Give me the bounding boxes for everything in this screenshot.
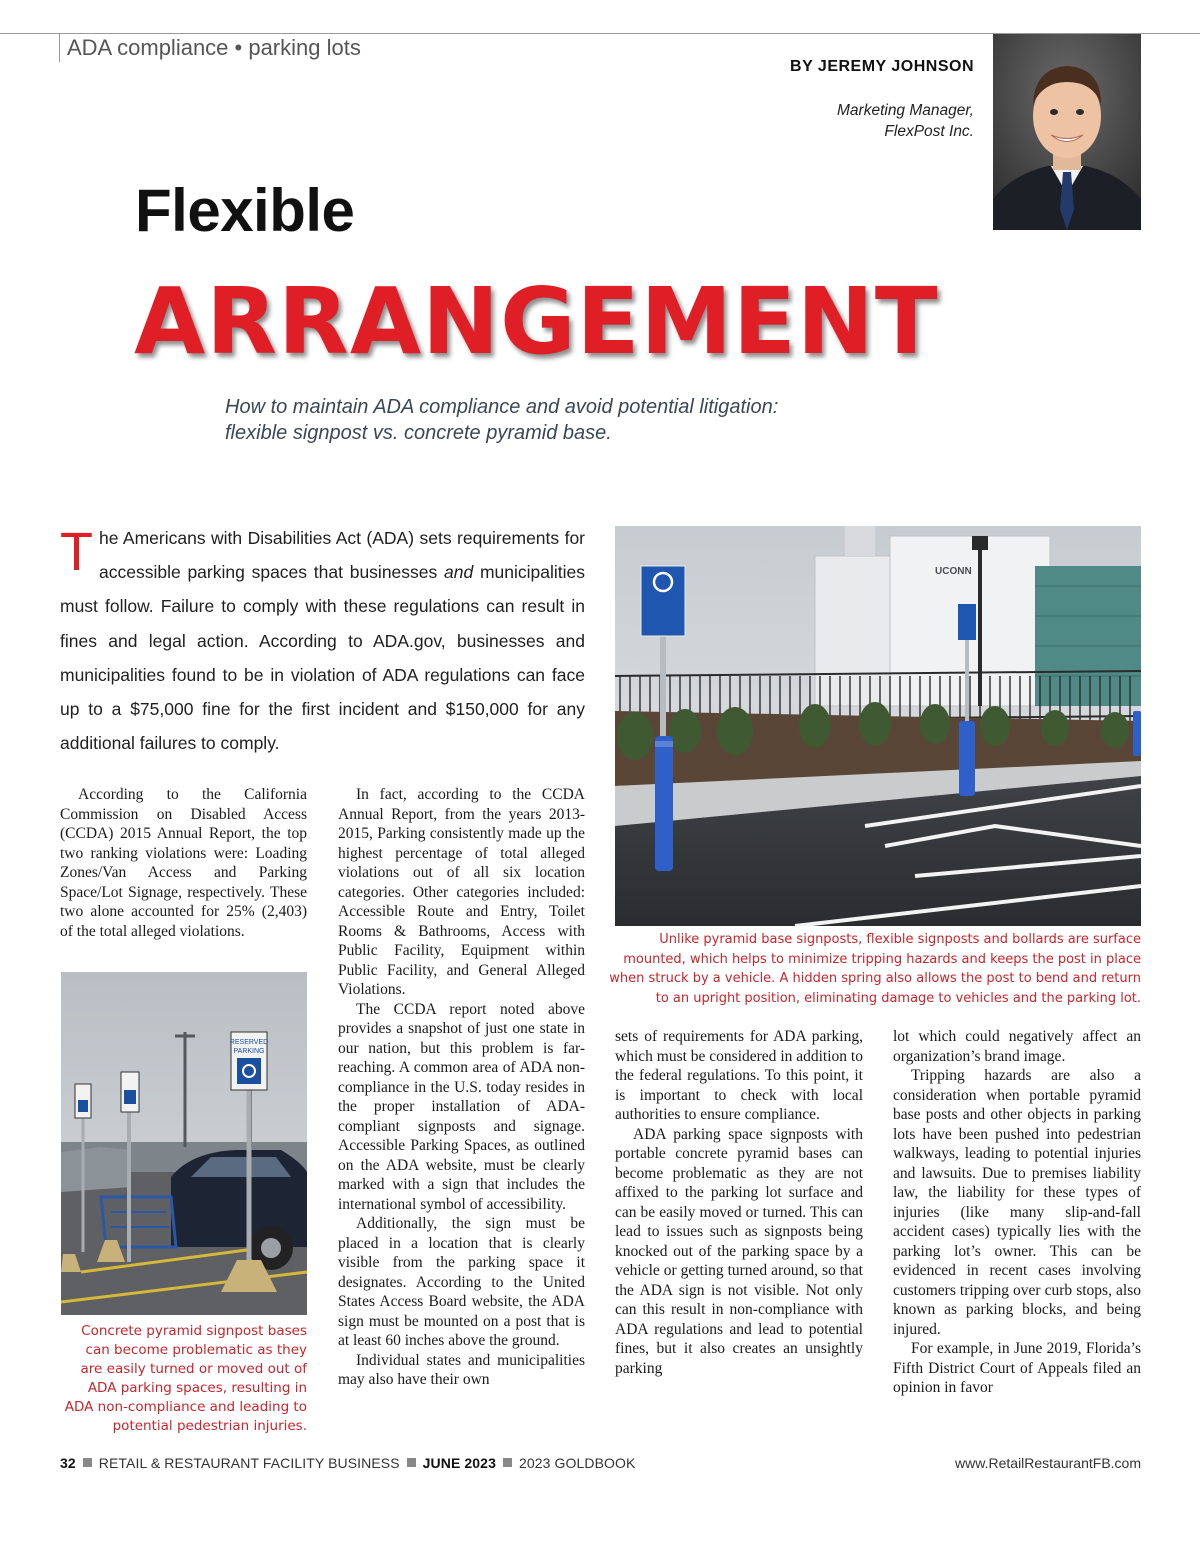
- author-headshot: [993, 34, 1141, 230]
- body-paragraph: lot which could negatively affect an organization’s brand image.: [893, 1028, 1141, 1065]
- body-paragraph: Additionally, the sign must be placed in a location that is clearly visible from the parking space it designates. According to the United States Access Board website, the ADA sign must be mounted on a post that is at least 60 inches above the ground.: [338, 1215, 585, 1349]
- issue-date: JUNE 2023: [422, 1455, 496, 1471]
- photo-flexible-signposts: [615, 526, 1141, 926]
- drop-cap: T: [60, 522, 93, 582]
- body-paragraph: The CCDA report noted above provides a snapshot of just one state in our nation, but this problem is far-reaching. A common area of ADA non-compliance in the U.S. today resides in the proper installation of ADA-compliant signposts and signage. Accessible Parking Spaces, as outlined on the ADA website, must be clearly marked with a sign that includes the international symbol of accessibility.: [338, 1000, 585, 1213]
- author-role-line2: FlexPost Inc.: [884, 123, 974, 140]
- photo-pyramid-signposts: [61, 972, 307, 1315]
- lede-text-after: municipalities must follow. Failure to comply with these regulations can result in fines and legal action. According to ADA.gov, businesses and municipalities found to be in violation of ADA regulations can face up to a $75,000 fine for the first incident and $150,000 for any additional failures to comply.: [60, 562, 586, 754]
- photo-caption-flexible: Unlike pyramid base signposts, flexible signposts and bollards are surface mounted, which helps to minimize tripping hazards and keeps the post in place when struck by a vehicle. A hidden spring also allows the post to bend and return to an upright position, eliminating damage to vehicles and the parking lot.: [609, 932, 1141, 1006]
- section-tag: ADA compliance • parking lots: [59, 34, 361, 62]
- subtitle: [225, 394, 925, 446]
- photo-sign-reserved: RESERVED: [229, 1039, 269, 1046]
- publication-name: RETAIL & RESTAURANT FACILITY BUSINESS: [98, 1455, 400, 1471]
- body-column-1: [60, 785, 307, 941]
- footer-url[interactable]: www.RetailRestaurantFB.com: [955, 1455, 1141, 1471]
- subtitle-line2: flexible signpost vs. concrete pyramid base.: [225, 422, 612, 444]
- body-column-2: [338, 785, 585, 1390]
- lede-text-before: he Americans with Disabilities Act (ADA) sets requirements for accessible parking spaces that businesses: [99, 528, 585, 583]
- photo-building-logo: UCONN: [935, 566, 972, 577]
- square-bullet-icon: [503, 1458, 512, 1467]
- body-column-3: [615, 1027, 863, 1378]
- body-paragraph: sets of requirements for ADA parking, which must be considered in addition to the federal regulations. To this point, it is important to check with local authorities to ensure compliance.: [615, 1028, 863, 1123]
- lede-emphasis: and: [444, 562, 474, 583]
- subtitle-line1: How to maintain ADA compliance and avoid potential litigation:: [225, 396, 779, 418]
- author-role-line1: Marketing Manager,: [837, 102, 974, 119]
- body-paragraph: ADA parking space signposts with portable concrete pyramid bases can become problematic as they are not affixed to the parking lot surface and can be easily moved or turned. This can lead to issues such as signposts being knocked out of the parking space by a vehicle or getting turned around, so that the ADA sign is not visible. Not only can this result in non-compliance with ADA regulations and lead to potential fines, but it also creates an unsightly parking: [615, 1125, 863, 1377]
- edition-name: 2023 GOLDBOOK: [518, 1455, 636, 1471]
- body-column-4: [893, 1027, 1141, 1398]
- square-bullet-icon: [407, 1458, 416, 1467]
- title-line1: Flexible: [135, 177, 355, 244]
- body-paragraph: For example, in June 2019, Florida’s Fifth District Court of Appeals filed an opinion in favor: [893, 1340, 1141, 1396]
- body-paragraph: In fact, according to the CCDA Annual Report, from the years 2013-2015, Parking consistently made up the highest percentage of total alleged violations out of all six location categories. Other categories included: Accessible Route and Entry, Toilet Rooms & Bathrooms, Access with Public Facility, Equipment within Public Facility, and General Alleged Violations.: [338, 786, 585, 998]
- author-role: [837, 100, 974, 142]
- square-bullet-icon: [83, 1458, 92, 1467]
- page-number: 32: [60, 1455, 76, 1471]
- lede-paragraph: [60, 521, 585, 760]
- body-paragraph: Individual states and municipalities may also have their own: [338, 1351, 585, 1388]
- photo-sign-parking: PARKING: [233, 1048, 265, 1055]
- byline: BY JEREMY JOHNSON: [790, 58, 974, 75]
- photo-caption-pyramid: Concrete pyramid signpost bases can become problematic as they are easily turned or moved out of ADA parking spaces, resulting in ADA non-compliance and leading to potential pedestrian injuries.: [64, 1323, 307, 1434]
- body-paragraph: According to the California Commission on Disabled Access (CCDA) 2015 Annual Report, the top two ranking violations were: Loading Zones/Van Access and Parking Space/Lot Signage, respectively. These two alone accounted for 25% (2,403) of the total alleged violations.: [60, 786, 307, 940]
- title-line2: ARRANGEMENT: [134, 268, 939, 375]
- page-footer: [60, 1455, 635, 1471]
- body-paragraph: Tripping hazards are also a consideration when portable pyramid base posts and other objects in parking lots have been pushed into pedestrian walkways, leading to potential injuries and lawsuits. Due to premises liability law, the liability for these types of injuries (like many slip-and-fall accident cases) typically lies with the parking lot’s owner. This can be evidenced in recent cases involving customers tripping over curb stops, also known as parking blocks, and being injured.: [893, 1067, 1141, 1338]
